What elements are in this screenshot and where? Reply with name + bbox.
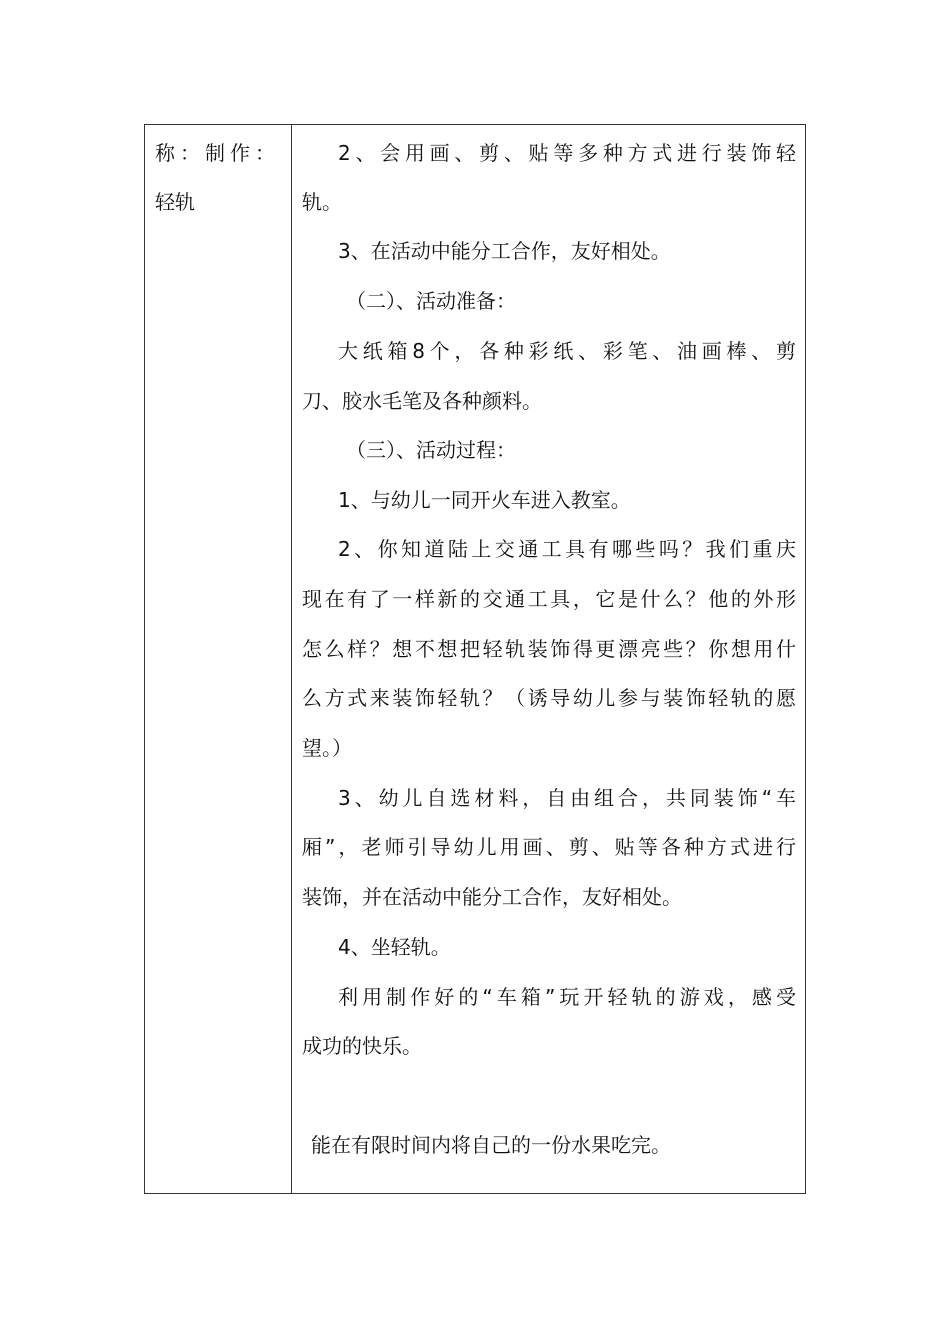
paragraph-line: 3、在活动中能分工合作，友好相处。 [338,239,671,263]
paragraph-line: 望。） [302,736,352,760]
section-heading: （三）、活动过程： [346,438,516,462]
section-heading: （二）、活动准备： [346,289,516,313]
column-divider [291,125,292,1193]
paragraph-line: 轨。 [302,190,342,214]
paragraph-line: 现在有了一样新的交通工具，它是什么？他的外形 [302,587,796,611]
paragraph-line: 能在有限时间内将自己的一份水果吃完。 [311,1133,671,1157]
paragraph-line: 4、坐轻轨。 [338,935,451,959]
left-cell-line: 称：制作： [155,141,280,165]
left-cell-line: 轻轨 [155,190,195,214]
paragraph-line: 装饰，并在活动中能分工合作，友好相处。 [302,885,682,909]
paragraph-line: 大纸箱8个，各种彩纸、彩笔、油画棒、剪 [338,339,796,363]
paragraph-line: 刀、胶水毛笔及各种颜料。 [302,389,542,413]
paragraph-line: 么方式来装饰轻轨？（诱导幼儿参与装饰轻轨的愿 [302,686,796,710]
paragraph-line: 厢”，老师引导幼儿用画、剪、贴等各种方式进行 [302,835,796,859]
paragraph-line: 3、幼儿自选材料，自由组合，共同装饰“车 [338,786,796,810]
activity-table [144,124,806,1194]
paragraph-line: 利用制作好的“车箱”玩开轻轨的游戏，感受 [338,985,796,1009]
paragraph-line: 1、与幼儿一同开火车进入教室。 [338,488,631,512]
paragraph-line: 怎么样？想不想把轻轨装饰得更漂亮些？你想用什 [302,637,796,661]
paragraph-line: 2、你知道陆上交通工具有哪些吗？我们重庆 [338,537,796,561]
paragraph-line: 成功的快乐。 [302,1034,422,1058]
paragraph-line: 2、会用画、剪、贴等多种方式进行装饰轻 [338,141,796,165]
